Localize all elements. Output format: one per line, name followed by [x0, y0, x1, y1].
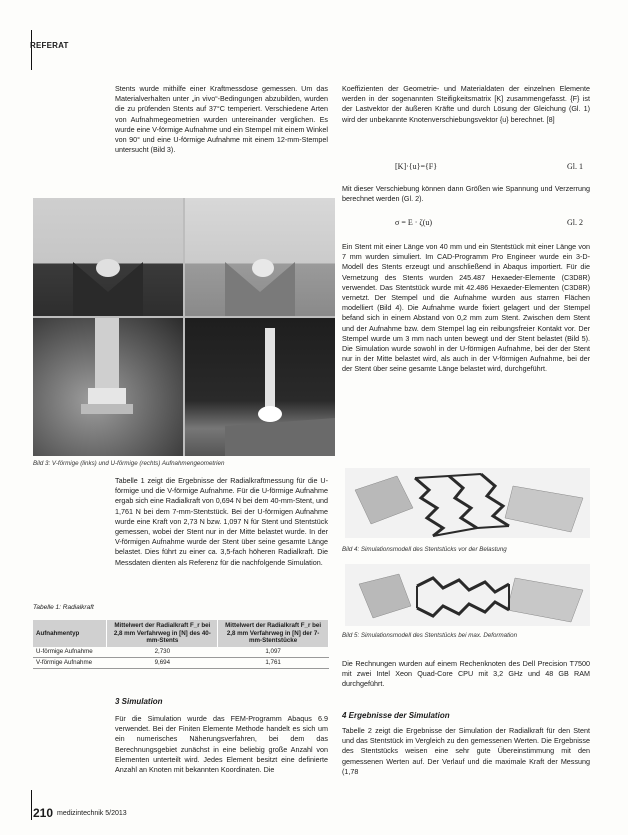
- paragraph: Ein Stent mit einer Länge von 40 mm und ein Stentstück mit einer Länge von 7 mm wurden simuliert. Im CAD-Programm Pro Engineer wurde ein 3-D-Modell des Stents erzeugt und anschließend in Abaqus importiert. Für die Vernetzung des Stents wurden 245.487 Hexaeder-Elemente (C3D8R) verwendet. Das Stentstück wurde mit 42.486 Hexaeder-Elementen (C3D8R) vernetzt. Der Stempel und die Aufnahme wurden aus starren Flächen modelliert (Bild 4). Die Aufnahme wurde fixiert gelagert und der Stempel befand sich in einem Abstand von 0,2 mm zum Stent. Zwischen dem Stent und der Aufnahme bzw. dem Stempel lag ein reibungsfreier Kontakt vor. Der Stempel wurde um 3 mm nach unten bewegt und der Stent belastet (Bild 5). Die Simulation wurde sowohl in der U-förmigen Aufnahme, bei der der Stent nur in der Mitte belastet wird, als auch in der V-förmigen Aufnahme, bei der der Stent über seine gesamte Länge belastet wird, durchgeführt.: [342, 242, 590, 374]
- photo-v-fixture-top: [33, 198, 183, 316]
- photo-u-fixture-top: [185, 198, 335, 316]
- journal-name: medizintechnik 5/2013: [57, 810, 127, 817]
- page-number: 210: [33, 806, 54, 820]
- photo-v-fixture-stamp: [33, 318, 183, 456]
- table-cell: 9,694: [107, 657, 218, 668]
- paragraph: Die Rechnungen wurden auf einem Rechenknoten des Dell Precision T7500 mit zwei Intel Xeon Quad-Core CPU mit 3,2 GHz und 48 GB RAM durchgeführt.: [342, 659, 590, 689]
- paragraph: Tabelle 2 zeigt die Ergebnisse der Simulation der Radialkraft für den Stent und das Stentstück im Vergleich zu den gemessenen Werten. Die Ergebnisse des Stentstücks weisen eine sehr gute Übereinstimmung mit den gemessenen Werten auf. Der Verlauf und die maximale Kraft der Messung (1,78: [342, 726, 590, 776]
- caption-bild-4: Bild 4: Simulationsmodell des Stentstücks vor der Belastung: [342, 546, 507, 553]
- figure-bild-5: [345, 564, 590, 626]
- section-tag: REFERAT: [30, 41, 69, 50]
- table-header-row: [33, 620, 329, 647]
- text-right-hardware: [342, 659, 590, 690]
- table-cell: V-förmige Aufnahme: [33, 657, 107, 668]
- table-header: Mittelwert der Radialkraft F_r bei 2,8 mm Verfahrweg in [N] des 40-mm-Stents: [107, 620, 218, 647]
- caption-bild-3: Bild 3: V-förmige (links) und U-förmige (rechts) Aufnahmengeometrien: [33, 460, 225, 467]
- table-row: [33, 657, 329, 668]
- text-right-results: [342, 726, 590, 777]
- table-cell: 1,097: [218, 647, 329, 658]
- table-header: Mittelwert der Radialkraft F_r bei 2,8 mm Verfahrweg in [N] der 7-mm-Stentstücke: [218, 620, 329, 647]
- figure-bild-3: [33, 198, 335, 456]
- equation-1: [K]·{u}={F}: [395, 162, 438, 171]
- text-top-right: [342, 84, 590, 125]
- text-right-equation-intro: [342, 184, 590, 204]
- equation-2-number: Gl. 2: [567, 218, 583, 227]
- section-heading-simulation: 3 Simulation: [115, 697, 163, 706]
- photo-u-fixture-stamp: [185, 318, 335, 456]
- paragraph: Für die Simulation wurde das FEM-Programm Abaqus 6.9 verwendet. Bei der Finiten Elemente Methode handelt es sich um ein numerisches Näherungsverfahren, bei dem das Berechnungsgebiet zunächst in eine beliebig große Anzahl von Elementen unterteilt wird. Jedes Element besitzt eine definierte Anzahl an Knoten mit bekannten Koordinaten. Die: [115, 714, 328, 775]
- figure-bild-4: [345, 468, 590, 538]
- caption-bild-5: Bild 5: Simulationsmodell des Stentstücks bei max. Deformation: [342, 632, 518, 639]
- text-left-results: [115, 476, 328, 568]
- table-row: [33, 647, 329, 658]
- table-cell: 1,761: [218, 657, 329, 668]
- section-heading-results: 4 Ergebnisse der Simulation: [342, 711, 450, 720]
- equation-2: σ = E · ζ(u): [395, 218, 433, 227]
- table-1-title: Tabelle 1: Radialkraft: [33, 604, 94, 611]
- paragraph: Mit dieser Verschiebung können dann Größen wie Spannung und Verzerrung berechnet werden (Gl. 2).: [342, 184, 590, 204]
- table-cell: U-förmige Aufnahme: [33, 647, 107, 658]
- text-left-simulation: [115, 714, 328, 775]
- header-rule: [31, 30, 32, 70]
- paragraph: Koeffizienten der Geometrie- und Materialdaten der einzelnen Elemente werden in der sogenannten Steifigkeitsmatrix [K] zusammengefasst. {F} ist der Lastvektor der äußeren Kräfte und durch Lösung der Gleichung (Gl. 1) wird der unbekannte Knotenverschiebungsvektor {u} berechnet. [8]: [342, 84, 590, 124]
- text-right-simulation-setup: [342, 242, 590, 375]
- footer-rule: [31, 790, 32, 820]
- table-cell: 2,730: [107, 647, 218, 658]
- table-1: [33, 620, 329, 669]
- paragraph: Tabelle 1 zeigt die Ergebnisse der Radialkraftmessung für die U-förmige und die V-förmige Aufnahme. Für die U-förmige Aufnahme ergab sich eine Radialkraft von 0,694 N bei dem 40-mm-Stent, und 1,761 N bei dem 7-mm-Stentstück. Bei der U-förmigen Aufnahme wurde eine Kraft von 2,73 N bzw. 1,097 N für Stent und Stentstück gemessen, wobei der Stent nur in der Mitte belastet wurde. In der V-förmigen Aufnahme wurde der Stent über seine gesamte Länge belastet. Dies führt zu einer ca. 3,5-fach höheren Radialkraft. Die Messdaten dienten als Referenz für die nachfolgende Simulation.: [115, 476, 328, 567]
- equation-1-number: Gl. 1: [567, 162, 583, 171]
- text-top-left: [115, 84, 328, 155]
- table-header: Aufnahmentyp: [33, 620, 107, 647]
- paragraph: Stents wurde mithilfe einer Kraftmessdose gemessen. Um das Materialverhalten unter „in vivo“-Bedingungen abzubilden, wurden die zu prüfenden Stents auf 37°C temperiert. Verschiedene Arten von Aufnahmegeometrien wurden untereinander verglichen. Es wurde eine V-förmige Aufnahme und ein Stempel mit einem Winkel von 90° und eine U-förmige Aufnahme mit einem 12-mm-Stempel untersucht (Bild 3).: [115, 84, 328, 155]
